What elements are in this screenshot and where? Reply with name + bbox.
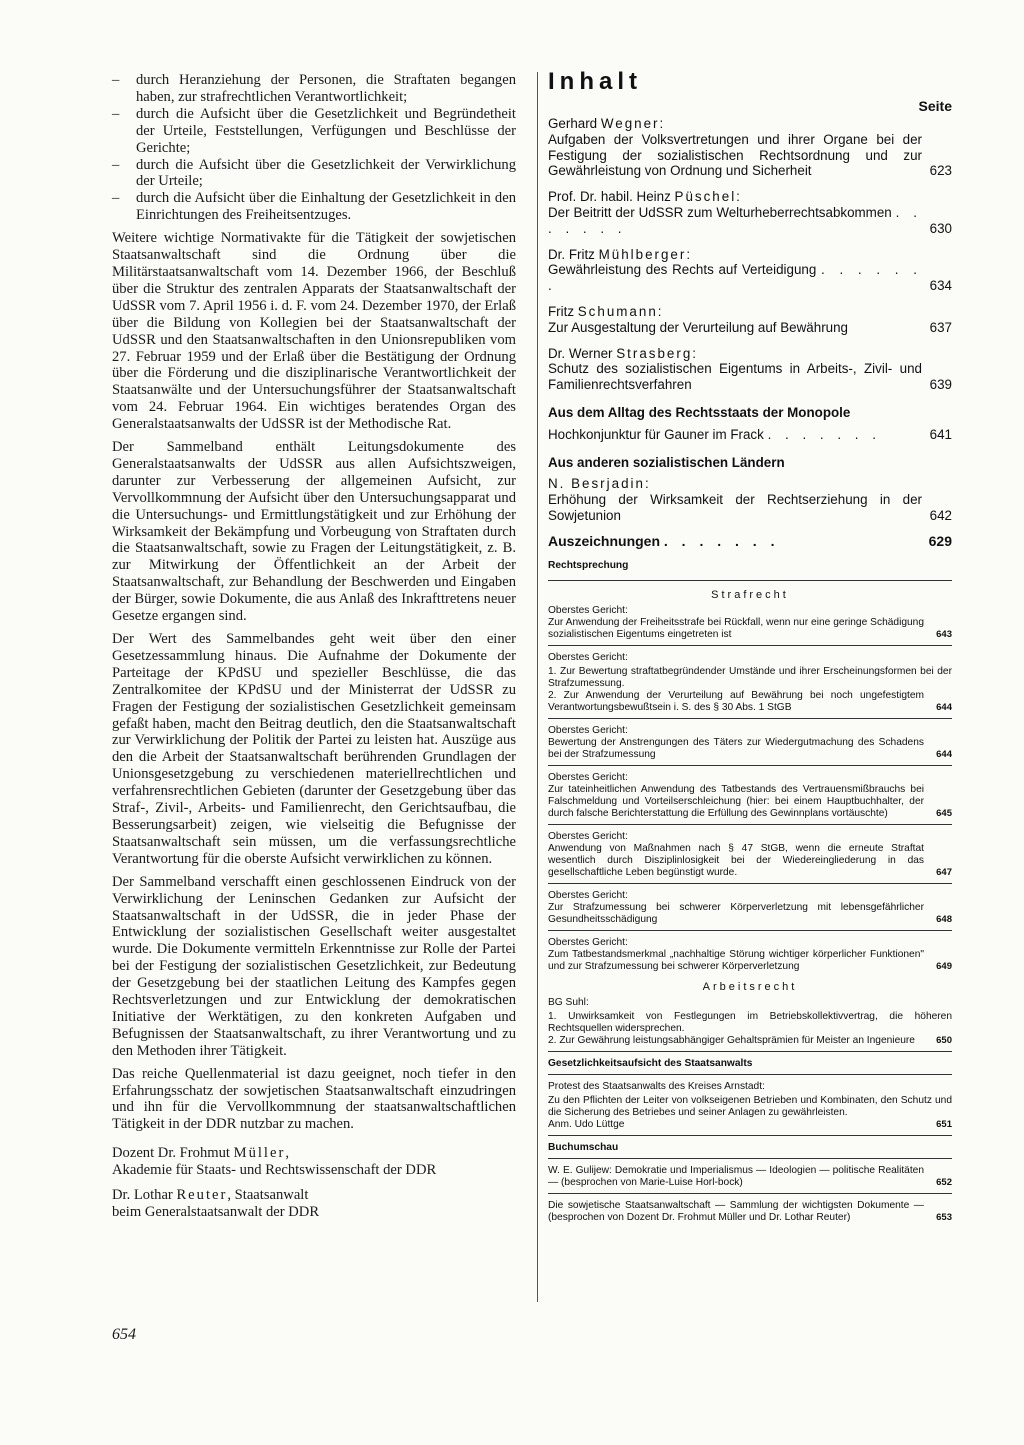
toc-title: Inhalt — [548, 68, 642, 95]
court-label: Oberstes Gericht: — [548, 889, 628, 901]
left-column — [112, 72, 516, 1221]
toc-entry[interactable]: Hochkonjunktur für Gauner im Frack . . . . . . . 641 — [548, 426, 952, 442]
bullet-text: durch Heranziehung der Personen, die Straftaten begangen haben, zur strafrechtlichen Verantwortlichkeit; — [136, 72, 516, 105]
divider — [548, 883, 952, 884]
toc-entry[interactable]: Anwendung von Maßnahmen nach § 47 StGB, wenn die erneute Straftat wesentlich durch Disziplinlosigkeit bei der Wiedereingliederung in das gesellschaftliche Leben begünstigt wurde. 647 — [548, 842, 952, 878]
bullet-item — [112, 190, 516, 224]
court-label: Oberstes Gericht: — [548, 604, 628, 616]
court-label: Oberstes Gericht: — [548, 936, 628, 948]
toc-entry[interactable]: Gewährleistung des Rechts auf Verteidigung . . . . . . . 634 — [548, 262, 952, 294]
paragraph: Das reiche Quellenmaterial ist dazu geeignet, noch tiefer in den Erfahrungsschatz der sowjetischen Staatsanwaltschaft einzudringen und ihn für die Vervollkommnung der staatsanwaltschaftlichen Tätigkeit in der DDR nutzbar zu machen. — [112, 1065, 516, 1133]
divider — [548, 1074, 952, 1075]
toc-entry[interactable]: Anm. Udo Lüttge 651 — [548, 1118, 952, 1130]
divider — [548, 1051, 952, 1052]
column-divider — [537, 72, 538, 1302]
divider — [548, 1158, 952, 1159]
signature-mueller — [112, 1145, 516, 1179]
toc-subentry: 1. Unwirksamkeit von Festlegungen im Betriebskollektivvertrag, die höheren Rechtsquellen widersprechen. — [548, 1010, 952, 1034]
signature-reuter — [112, 1187, 516, 1221]
toc-entry[interactable]: W. E. Gulijew: Demokratie und Imperialismus — Ideologien — politische Realitäten — (besprochen von Marie-Luise Horl-bock) 652 — [548, 1164, 952, 1188]
toc-section-heading: Aus anderen sozialistischen Ländern — [548, 454, 785, 470]
toc-author: Prof. Dr. habil. Heinz Püschel: — [548, 189, 740, 205]
toc-subheading: Strafrecht — [711, 588, 789, 601]
toc-author: Dr. Werner Strasberg: — [548, 345, 697, 361]
paragraph: Weitere wichtige Normativakte für die Tätigkeit der sowjetischen Staatsanwaltschaft sind die Ordnung über die Militärstaatsanwaltschaft vom 14. Dezember 1966, der Beschluß über die Struktur des zentralen Apparats der Staatsanwaltschaft der UdSSR vom 7. April 1956 i. d. F. vom 24. Dezember 1970, der Erlaß über die Bildung von Kollegien bei der Staatsanwaltschaft der UdSSR und den Staatsanwaltschaften in den Unionsrepubliken vom 27. Februar 1959 und der Erlaß über die Bestätigung der Ordnung über die Förderung und die disziplinarische Verantwortlichkeit der Staatsanwälte und der Untersuchungsführer der Staatsanwaltschaft vom 24. Februar 1964. Ein wichtiges beratendes Organ des Generalstaatsanwalts der UdSSR ist der Methodische Rat. — [112, 230, 516, 433]
toc-entry[interactable]: Auszeichnungen . . . . . . . 629 — [548, 532, 952, 549]
bullet-text: durch die Aufsicht über die Gesetzlichkeit und Begründetheit der Urteile, Feststellungen, Verfügungen und Beschlüsse der Gerichte; — [136, 105, 516, 156]
bullet-item — [112, 157, 516, 191]
divider — [548, 930, 952, 931]
toc-entry[interactable]: Zur tateinheitlichen Anwendung des Tatbestands des Vertrauensmißbrauchs bei Falschmeldung und Vorteilserschleichung (hier: bei einem Hauptbuchhalter, der durch falsche Berichterstattung die Erfüllung des Gewinnplans vortäuschte) 645 — [548, 783, 952, 819]
toc-entry[interactable]: 2. Zur Gewährung leistungsabhängiger Gehaltsprämien für Meister an Ingenieure 650 — [548, 1034, 952, 1046]
toc-section-heading: Rechtsprechung — [548, 559, 629, 571]
toc-section-heading: Aus dem Alltag des Rechtsstaats der Monopole — [548, 404, 851, 420]
divider — [548, 1135, 952, 1136]
toc-entry[interactable]: Zur Anwendung der Freiheitsstrafe bei Rückfall, wenn nur eine geringe Schädigung sozialistischen Eigentums eingetreten ist 643 — [548, 616, 952, 640]
dash: – — [112, 156, 120, 173]
sig-suffix: , Staatsanwalt — [227, 1187, 309, 1204]
toc-entry[interactable]: Bewertung der Anstrengungen des Täters zur Wiedergutmachung des Schadens bei der Strafzumessung 644 — [548, 736, 952, 760]
toc-entry[interactable]: Schutz des sozialistischen Eigentums in Arbeits-, Zivil- und Familienrechtsverfahren 639 — [548, 361, 952, 393]
divider — [548, 718, 952, 719]
sig-name: Müller — [233, 1145, 286, 1162]
toc-main-entries — [548, 116, 952, 550]
toc-entry[interactable]: Die sowjetische Staatsanwaltschaft — Sammlung der wichtigsten Dokumente — (besprochen von Dozent Dr. Frohmut Müller und Dr. Lothar Reuter) 653 — [548, 1199, 952, 1223]
court-label: Oberstes Gericht: — [548, 651, 628, 663]
toc-entry[interactable]: Aufgaben der Volksvertretungen und ihrer Organe bei der Festigung der sozialistischen Rechtsordnung und zur Gewährleistung von Ordnung und Sicherheit 623 — [548, 131, 952, 179]
bullet-item — [112, 106, 516, 157]
toc-entry[interactable]: 2. Zur Anwendung der Verurteilung auf Bewährung bei noch ungefestigtem Verantwortungsbewußtsein i. S. des § 30 Abs. 1 StGB 644 — [548, 689, 952, 713]
table-of-contents — [548, 68, 952, 1224]
court-label: Oberstes Gericht: — [548, 724, 628, 736]
toc-page-header: Seite — [918, 98, 952, 114]
sig-prefix: Dr. Lothar — [112, 1187, 177, 1204]
toc-entry[interactable]: Der Beitritt der UdSSR zum Welturheberrechtsabkommen . . . . . . . 630 — [548, 204, 952, 236]
toc-subentry: Zu den Pflichten der Leiter von volkseigenen Betrieben und Kombinaten, den Schutz und die Sicherung des Betriebes und seiner Anlagen zu gewährleisten. — [548, 1094, 952, 1118]
toc-entry[interactable]: Zum Tatbestandsmerkmal „nachhaltige Störung wichtiger körperlicher Funktionen" und zur Strafzumessung bei schwerer Körperverletzung 649 — [548, 948, 952, 972]
toc-subheading: Arbeitsrecht — [702, 980, 798, 993]
toc-author: Dr. Fritz Mühlberger: — [548, 246, 691, 262]
divider — [548, 645, 952, 646]
toc-rechtsprechung — [548, 560, 952, 1224]
divider — [548, 765, 952, 766]
dash: – — [112, 190, 120, 207]
page-number: 654 — [112, 1326, 136, 1343]
toc-entry[interactable]: Zur Strafzumessung bei schwerer Körperverletzung mit lebensgefährlicher Gesundheitsschädigung 648 — [548, 901, 952, 925]
bullet-text: durch die Aufsicht über die Gesetzlichkeit der Verwirklichung der Urteile; — [136, 156, 516, 190]
court-label: BG Suhl: — [548, 996, 589, 1008]
dash: – — [112, 72, 120, 88]
divider — [548, 1193, 952, 1194]
sig-affiliation: Akademie für Staats- und Rechtswissenschaft der DDR — [112, 1162, 437, 1179]
bullet-item — [112, 72, 516, 106]
court-label: Protest des Staatsanwalts des Kreises Arnstadt: — [548, 1080, 765, 1092]
paragraph: Der Wert des Sammelbandes geht weit über den einer Gesetzessammlung hinaus. Die Aufnahme der Dokumente der Parteitage der KPdSU und spezieller Beschlüsse, die das Zentralkomitee der KPdSU und der Ministerrat der UdSSR zu Fragen der Festigung der sozialistischen Gesetzlichkeit gemeinsam gefaßt haben, macht den Beitrag deutlich, den die Staatsanwaltschaft zur Verwirklichung der Politik der Partei zu leisten hat. Auszüge aus den die Arbeit der Staatsanwaltschaft berührenden Grundlagen der Unionsgesetzgebung zu verschiedenen materiellrechtlichen und verfahrensrechtlichen Gebieten (darunter der Gesetzgebung über das Straf-, Zivil-, Arbeits- und Familienrecht, den Gerichtsaufbau, die Besserungsarbeit) zeigen, wie vielseitig die Befugnisse der Staatsanwaltschaft sein müssen, um die verfassungsrechtliche Verantwortung für die oberste Aufsicht verwirklichen zu können. — [112, 631, 516, 867]
toc-author: Gerhard Wegner: — [548, 116, 664, 131]
toc-section-heading: Gesetzlichkeitsaufsicht des Staatsanwalts — [548, 1057, 753, 1069]
toc-author: N. Besrjadin: — [548, 476, 649, 492]
divider — [548, 824, 952, 825]
court-label: Oberstes Gericht: — [548, 830, 628, 842]
court-label: Oberstes Gericht: — [548, 771, 628, 783]
toc-entry[interactable]: Erhöhung der Wirksamkeit der Rechtserziehung in der Sowjetunion 642 — [548, 492, 952, 523]
paragraph: Der Sammelband verschafft einen geschlossenen Eindruck von der Verwirklichung der Leninschen Gedanken zur Aufsicht der Staatsanwaltschaft in der UdSSR, die in jeder Phase der Entwicklung der sozialistischen Gesellschaft weiter ausgestaltet wurde. Die Dokumente vermitteln Erkenntnisse zur Rolle der Partei bei der Festigung der sozialistischen Gesetzlichkeit, zur Bedeutung der Gesetzgebung bei der staatlichen Leitung des Kampfes gegen Rechtsverletzungen und zur Entwicklung der demokratischen Initiative der Werktätigen, zu den konkreten Aufgaben und Befugnissen der Staatsanwaltschaft, zu ihrer Verantwortung und zu den Methoden ihrer Tätigkeit. — [112, 873, 516, 1059]
sig-name: Reuter — [176, 1187, 228, 1204]
paragraph: Der Sammelband enthält Leitungsdokumente des Generalstaatsanwalts der UdSSR aus allen Aufsichtszweigen, darunter zur Verbesserung der allgemeinen Aufsicht, zur Vervollkommnung der Aufsicht über den Untersuchungsapparat und die Untersuchungs- und Ermittlungstätigkeit und zur Erhöhung der Wirksamkeit der Bekämpfung und Vorbeugung von Straftaten durch die Staatsanwaltschaft, sowie zu Fragen der Leitungstätigkeit, z. B. zur Mitwirkung der Öffentlichkeit an der Arbeit der Staatsanwaltschaft, zur Behandlung der Beschwerden und Eingaben der Bürger, sowie Dokumente, die aus Anlaß des Inkrafttretens neuer Gesetze ergangen sind. — [112, 439, 516, 625]
toc-author: Fritz Schumann: — [548, 303, 662, 319]
toc-subentry: 1. Zur Bewertung straftatbegründender Umstände und ihrer Erscheinungsformen bei der Strafzumessung. — [548, 665, 952, 689]
dash: – — [112, 105, 120, 122]
divider — [548, 580, 952, 581]
sig-suffix: , — [285, 1145, 289, 1162]
sig-affiliation: beim Generalstaatsanwalt der DDR — [112, 1204, 320, 1220]
toc-entry[interactable]: Zur Ausgestaltung der Verurteilung auf Bewährung 637 — [548, 319, 952, 335]
toc-section-heading: Buchumschau — [548, 1141, 619, 1153]
sig-prefix: Dozent Dr. Frohmut — [112, 1145, 234, 1162]
bullet-text: durch die Aufsicht über die Einhaltung der Gesetzlichkeit in den Einrichtungen des Freiheitsentzuges. — [136, 190, 516, 224]
